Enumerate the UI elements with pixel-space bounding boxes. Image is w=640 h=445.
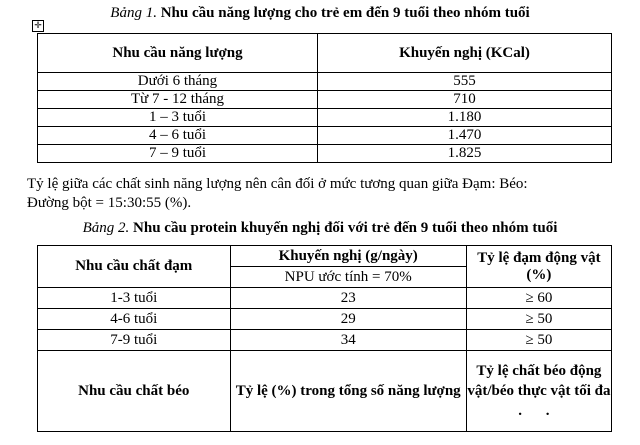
fat-ratio-dots: . . [518, 403, 560, 419]
table-cell: ≥ 50 [466, 330, 611, 351]
table-move-handle-icon[interactable]: ✛ [32, 20, 44, 32]
table-row [38, 309, 612, 330]
table-cell: 1.825 [318, 145, 612, 163]
table-row [38, 91, 612, 109]
table2-header-cell: Khuyến nghị (g/ngày) [230, 246, 466, 267]
table-cell: 1.470 [318, 127, 612, 145]
table-cell: 555 [318, 73, 612, 91]
table-row [38, 73, 612, 91]
table-cell: Từ 7 - 12 tháng [38, 91, 318, 109]
table1-caption-text: Nhu cầu năng lượng cho trẻ em đến 9 tuổi theo nhóm tuổi [160, 5, 530, 21]
protein-table [37, 245, 612, 432]
table-row [38, 330, 612, 351]
table-cell: ≥ 60 [466, 288, 611, 309]
table-cell: 29 [230, 309, 466, 330]
table1-caption [0, 5, 640, 22]
table-row [38, 127, 612, 145]
energy-ratio-note [27, 175, 627, 213]
table2-caption-label: Bảng 2. [82, 220, 130, 236]
table2-header-cell: Tỷ lệ đạm động vật (%) [466, 246, 611, 288]
table2-subheader-cell: NPU ước tính = 70% [230, 267, 466, 288]
table1-caption-label: Bảng 1. [110, 5, 157, 21]
fat-ratio-label: Tỷ lệ chất béo động vật/béo thực vật tối đa [467, 363, 611, 399]
table1-header-cell: Khuyến nghị (KCal) [318, 34, 612, 73]
table-cell: Dưới 6 tháng [38, 73, 318, 91]
table2-header-cell: Tỷ lệ (%) trong tổng số năng lượng [230, 351, 466, 432]
table2-header-cell [466, 351, 611, 432]
table-cell: 23 [230, 288, 466, 309]
table2-caption-text: Nhu cầu protein khuyến nghị đối với trẻ đến 9 tuổi theo nhóm tuổi [133, 220, 558, 236]
energy-table [37, 33, 612, 163]
fat-header-row [38, 351, 612, 432]
table-cell: 7 – 9 tuổi [38, 145, 318, 163]
table-cell: 710 [318, 91, 612, 109]
table2-caption [0, 220, 640, 237]
table-cell: 4 – 6 tuổi [38, 127, 318, 145]
table-cell: 1-3 tuổi [38, 288, 231, 309]
table2-header-row [38, 246, 612, 267]
table2-header-cell: Nhu cầu chất béo [38, 351, 231, 432]
note-line: Đường bột = 15:30:55 (%). [27, 195, 192, 211]
table2-header-cell: Nhu cầu chất đạm [38, 246, 231, 288]
table-cell: ≥ 50 [466, 309, 611, 330]
table-row [38, 145, 612, 163]
table-row [38, 288, 612, 309]
table-cell: 1 – 3 tuổi [38, 109, 318, 127]
table-cell: 7-9 tuổi [38, 330, 231, 351]
table-cell: 4-6 tuổi [38, 309, 231, 330]
table1-header-cell: Nhu cầu năng lượng [38, 34, 318, 73]
note-line: Tỷ lệ giữa các chất sinh năng lượng nên cân đối ở mức tương quan giữa Đạm: Béo: [27, 176, 528, 192]
table-row [38, 109, 612, 127]
table-cell: 34 [230, 330, 466, 351]
table1-header-row [38, 34, 612, 73]
table-cell: 1.180 [318, 109, 612, 127]
